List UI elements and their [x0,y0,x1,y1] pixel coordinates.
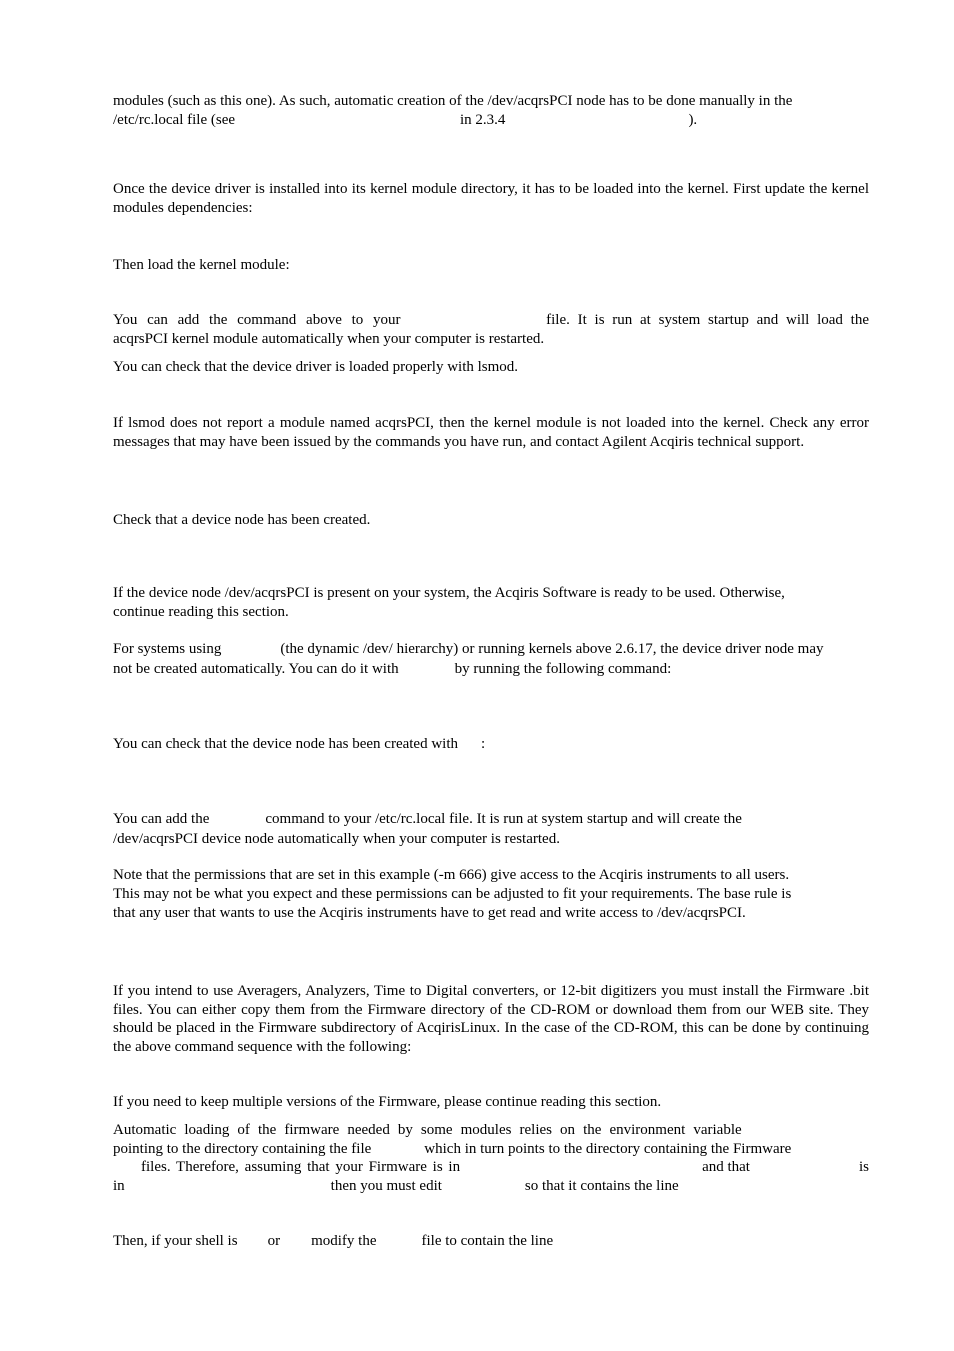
text-run: (the dynamic /dev/ hierarchy) or running kernels above 2.6.17, the device driver node may [280,641,824,657]
paragraph-firmware-versions: If you need to keep multiple versions of the Firmware, please continue reading this section. [113,1094,662,1110]
text-line [113,1177,869,1196]
section-reference: in 2.3.4 [460,112,506,128]
text-run: by running the following command: [454,661,672,677]
paragraph-shell-config [113,1232,869,1251]
text-run: in [113,1177,125,1194]
text-line [113,810,869,829]
text-run: ). [688,112,698,128]
text-line [113,1121,869,1140]
paragraph-lsmod-fail: If lsmod does not report a module named acqrsPCI, then the kernel module is not loaded into the kernel. Check any error messages that may have been issued by the commands you have run, and contact Agilent Acqiris technical support. [113,415,869,450]
text-line [113,660,869,679]
text-line: This may not be what you expect and these permissions can be adjusted to fit your requirements. The base rule is [113,886,792,902]
paragraph-node-check: Check that a device node has been created. [113,512,371,528]
paragraph-node-created-check [113,735,869,754]
text-run: : [481,736,486,752]
paragraph-lsmod-check: You can check that the device driver is loaded properly with lsmod. [113,359,519,375]
paragraph-rc-local-note [113,92,869,130]
text-run: and that [702,1159,750,1175]
text-run: modify the [311,1233,377,1249]
text-line: acqrsPCI kernel module automatically when your computer is restarted. [113,331,545,347]
paragraph-load-driver: Once the device driver is installed into its kernel module directory, it has to be loaded into the kernel. First update the kernel modules dependencies: [113,181,869,216]
paragraph-node-present [113,584,869,622]
text-line [113,1140,869,1159]
text-run: command to your /etc/rc.local file. It is run at system startup and will create the [265,811,742,827]
text-run: file. It is run at system startup and will load the [546,312,869,328]
paragraph-firmware-env [113,1121,869,1195]
text-run: which in turn points to the directory containing the Firmware [424,1140,792,1157]
text-run: files. Therefore, assuming that your Firmware is in [141,1159,461,1175]
text-line: Note that the permissions that are set in this example (-m 666) give access to the Acqiris instruments to all users. [113,867,790,883]
text-line: continue reading this section. [113,604,289,620]
text-run: You can add the [113,811,210,827]
paragraph-add-mknod [113,810,869,849]
text-run: Then, if your shell is [113,1233,238,1249]
text-run: You can check that the device node has been created with [113,736,459,752]
paragraph-permissions [113,866,869,923]
text-line [113,735,869,754]
text-line [113,1158,869,1177]
paragraph-add-command [113,311,869,349]
text-line: /dev/acqrsPCI device node automatically when your computer is restarted. [113,831,560,847]
text-line [113,1232,869,1251]
text-run: file to contain the line [421,1233,554,1249]
text-line: that any user that wants to use the Acqiris instruments have to get read and write access to /dev/acqrsPCI. [113,905,746,921]
paragraph-firmware-install: If you intend to use Averagers, Analyzers, Time to Digital converters, or 12-bit digitizers you must install the Firmware .bit files. You can either copy them from the Firmware directory of the CD-ROM or download them from our WEB site. They should be placed in the Firmware subdirectory of AcqirisLinux. In the case of the CD-ROM, this can be done by continuing the above command sequence with the following: [113,983,869,1055]
text-run: or [267,1233,281,1249]
text-line: If the device node /dev/acqrsPCI is present on your system, the Acqiris Software is ready to be used. Otherwise, [113,585,785,601]
text-run: is [858,1159,869,1175]
text-run: then you must edit [330,1177,442,1194]
paragraph-dynamic-dev [113,640,869,679]
text-run: pointing to the directory containing the file [113,1140,372,1157]
text-line [113,311,869,330]
paragraph-load-module: Then load the kernel module: [113,257,290,273]
text-line [113,640,869,659]
text-run: Automatic loading of the firmware needed by some modules relies on the environment variable [113,1122,742,1138]
text-line [113,111,869,130]
text-run: For systems using [113,641,222,657]
text-line: modules (such as this one). As such, automatic creation of the /dev/acqrsPCI node has to be done manually in the [113,93,793,109]
text-run: You can add the command above to your [113,312,401,328]
text-run: /etc/rc.local file (see [113,112,236,128]
text-run: so that it contains the line [524,1177,679,1194]
text-run: not be created automatically. You can do it with [113,661,399,677]
